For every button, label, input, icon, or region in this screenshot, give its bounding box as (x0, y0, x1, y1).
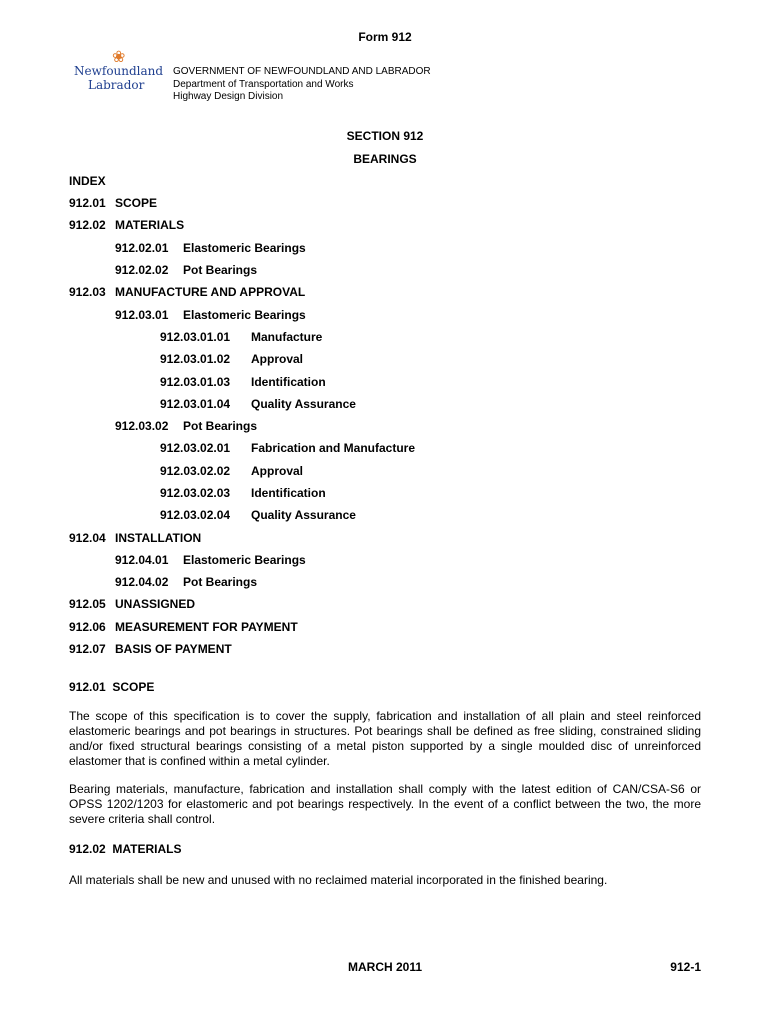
index-entry-number: 912.07 (69, 642, 106, 656)
index-entry-label: Approval (251, 464, 304, 478)
index-entry-number: 912.03.02.01 (160, 441, 231, 455)
header-department: Department of Transportation and Works (173, 79, 354, 90)
index-entry-number: 912.03.02.02 (160, 464, 231, 478)
index-entry-label: Manufacture (251, 330, 323, 344)
index-entry-label: Identification (251, 486, 326, 500)
index-entry-label: Elastomeric Bearings (183, 553, 306, 567)
index-entry-label: UNASSIGNED (115, 597, 196, 611)
index-entry-number: 912.03 (69, 285, 106, 299)
index-entry-label: MATERIALS (115, 218, 185, 232)
index-heading: INDEX (69, 174, 106, 188)
index-entry-number: 912.04.01 (115, 553, 169, 567)
index-entry-label: Identification (251, 375, 326, 389)
header-government: GOVERNMENT OF NEWFOUNDLAND AND LABRADOR (173, 66, 431, 77)
scope-heading: 912.01 SCOPE (69, 680, 155, 694)
index-entry-label: MEASUREMENT FOR PAYMENT (115, 620, 298, 634)
index-entry-label: Pot Bearings (183, 263, 258, 277)
footer-page-number: 912-1 (670, 960, 701, 974)
scope-paragraph-2: Bearing materials, manufacture, fabrication and installation shall comply with the latest edition of CAN/CSA-S6 or OPSS 1202/1203 for elastomeric and pot bearings respectively. In the event of a conflict between the two, the more severe criteria shall control. (69, 782, 701, 826)
index-entry-label: Pot Bearings (183, 419, 258, 433)
index-entry-label: Quality Assurance (251, 397, 356, 411)
index-entry-number: 912.03.01 (115, 308, 169, 322)
index-entry-number: 912.03.02 (115, 419, 169, 433)
footer-date: MARCH 2011 (347, 960, 423, 974)
index-entry-number: 912.02.01 (115, 241, 169, 255)
materials-heading: 912.02 MATERIALS (69, 842, 182, 856)
index-entry-number: 912.05 (69, 597, 106, 611)
index-entry-label: Elastomeric Bearings (183, 308, 306, 322)
index-entry-number: 912.03.02.03 (160, 486, 231, 500)
index-entry-label: Pot Bearings (183, 575, 258, 589)
index-entry-number: 912.03.01.04 (160, 397, 231, 411)
header-division: Highway Design Division (173, 91, 284, 102)
form-number: Form 912 (358, 30, 412, 44)
index-entry-number: 912.03.02.04 (160, 508, 231, 522)
index-entry-number: 912.01 (69, 196, 106, 210)
logo-line-1: Newfoundland (74, 64, 164, 78)
index-entry-label: INSTALLATION (115, 531, 202, 545)
index-entry-label: Fabrication and Manufacture (251, 441, 416, 455)
section-title: SECTION 912 (346, 129, 424, 143)
scope-paragraph-1: The scope of this specification is to cover the supply, fabrication and installation of all plain and steel reinforced elastomeric bearings and pot bearings in structures. Pot bearings shall be defined as free sliding, constrained sliding and/or fixed structural bearings consisting of a metal piston supported by a single moulded disc of unreinforced elastomer that is confined within a metal cylinder. (69, 709, 701, 768)
section-subject: BEARINGS (353, 152, 417, 166)
index-entry-number: 912.03.01.03 (160, 375, 231, 389)
index-entry-number: 912.06 (69, 620, 106, 634)
logo-line-2: Labrador (88, 78, 145, 92)
pitcher-plant-icon: ❀ (112, 49, 126, 66)
index-entry-number: 912.04.02 (115, 575, 169, 589)
index-entry-number: 912.03.01.01 (160, 330, 231, 344)
index-entry-number: 912.02.02 (115, 263, 169, 277)
index-entry-label: BASIS OF PAYMENT (115, 642, 232, 656)
index-entry-number: 912.04 (69, 531, 106, 545)
index-entry-label: Elastomeric Bearings (183, 241, 306, 255)
index-entry-label: Approval (251, 352, 304, 366)
government-logo (74, 49, 164, 94)
index-entry-label: MANUFACTURE AND APPROVAL (115, 285, 306, 299)
index-entry-label: Quality Assurance (251, 508, 356, 522)
materials-paragraph-1: All materials shall be new and unused with no reclaimed material incorporated in the finished bearing. (69, 873, 608, 887)
index-entry-number: 912.03.01.02 (160, 352, 231, 366)
index-entry-number: 912.02 (69, 218, 106, 232)
index-entry-label: SCOPE (115, 196, 158, 210)
